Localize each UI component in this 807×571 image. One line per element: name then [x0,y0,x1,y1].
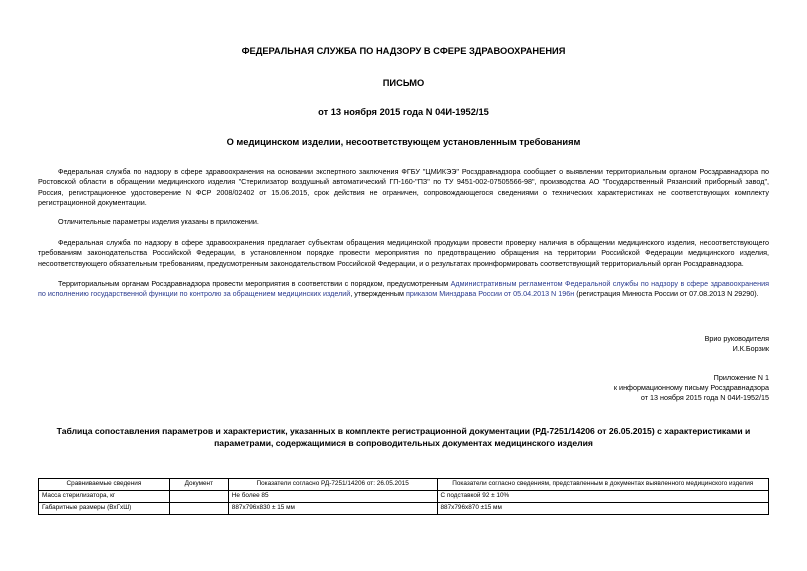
paragraph-4 [38,279,769,300]
order-link[interactable]: приказом Минздрава России от 05.04.2013 N 196н [405,289,575,299]
regulation-link[interactable]: Административным регламентом Федеральной службы по надзору в сфере здравоохранения по исполнению государственной функции по контролю за обращением медицинских изделий [38,279,769,299]
header-compared-info: Сравниваемые сведения [39,479,170,491]
paragraph-1: Федеральная служба по надзору в сфере здравоохранения на основании экспертного заключения ФГБУ "ЦМИКЭЭ" Росздравнадзора сообщает о выявлении территориальным органом Росздравнадзора по Ростовской области в обращении медицинского изделия "Стерилизатор воздушный автоматический ГП-160-"ПЗ" по ТУ 9451-002-07505566-98", производства АО "Государственный Рязанский приборный завод", Россия, регистрационное удостоверение N ФСР 2008/02402 от 15.06.2015, срок действия не ограничен, сопровождающегося сведениями о технических характеристиках не соответствующих комплекту регистрационной документации. [38,167,769,208]
paragraph-3: Федеральная служба по надзору в сфере здравоохранения предлагает субъектам обращения медицинской продукции провести проверку наличия в обращении медицинского изделия, несоответствующего требованиям законодательства Российской Федерации, в установленном порядке провести мероприятия по предотвращению обращения на территории Российской Федерации медицинского изделия, несоответствующего обязательным требованиям, предусмотренным законодательством Российской Федерации, и о результатах проинформировать соответствующий территориальный орган Росздравнадзора. [38,238,769,268]
cell-registered: Не более 85 [228,491,437,503]
cell-detected: 887х796х870 ±15 мм [437,503,769,515]
cell-registered: 887х796х830 ± 15 мм [228,503,437,515]
doc-subject: О медицинском изделии, несоответствующем установленным требованиям [226,137,581,147]
doc-date-number: от 13 ноября 2015 года N 04И-1952/15 [318,107,489,117]
header-detected-values: Показатели согласно сведениям, представленным в документах выявленного медицинского изделия [437,479,769,491]
paragraph-2: Отличительные параметры изделия указаны в приложении. [58,217,259,226]
agency-title: ФЕДЕРАЛЬНАЯ СЛУЖБА ПО НАДЗОРУ В СФЕРЕ ЗДРАВООХРАНЕНИЯ [241,46,566,56]
paragraph-4-end: (регистрация Минюста России от 07.08.2013 N 29290). [574,289,759,299]
header-document: Документ [169,479,228,491]
table-header-row [39,479,769,491]
comparison-table [38,478,769,515]
cell-document [169,491,228,503]
paragraph-4-start: Территориальным органам Росздравнадзора провести мероприятия в соответствии с порядком, предусмотренным [58,279,451,288]
signature-position: Врио руководителя [704,334,769,343]
paragraph-4-mid: , утвержденным [350,289,406,299]
appendix-date: от 13 ноября 2015 года N 04И-1952/15 [640,393,769,402]
appendix-reference: к информационному письму Росздравнадзора [613,383,769,392]
cell-document [169,503,228,515]
header-registered-values: Показатели согласно РД-7251/14206 от: 26.05.2015 [228,479,437,491]
cell-parameter: Масса стерилизатора, кг [39,491,170,503]
cell-parameter: Габаритные размеры (ВхГхШ) [39,503,170,515]
appendix-number: Приложение N 1 [713,373,769,382]
table-title: Таблица сопоставления параметров и характеристик, указанных в комплекте регистрационной документации (РД-7251/14206 от 26.05.2015) с характеристиками и параметрами, содержащимися в сопроводительных документах медицинского изделия [56,426,751,448]
cell-detected: С подставкой 92 ± 10% [437,491,769,503]
signature-name: И.К.Борзик [732,344,769,353]
table-row [39,491,769,503]
table-row [39,503,769,515]
doc-type: ПИСЬМО [382,78,425,88]
